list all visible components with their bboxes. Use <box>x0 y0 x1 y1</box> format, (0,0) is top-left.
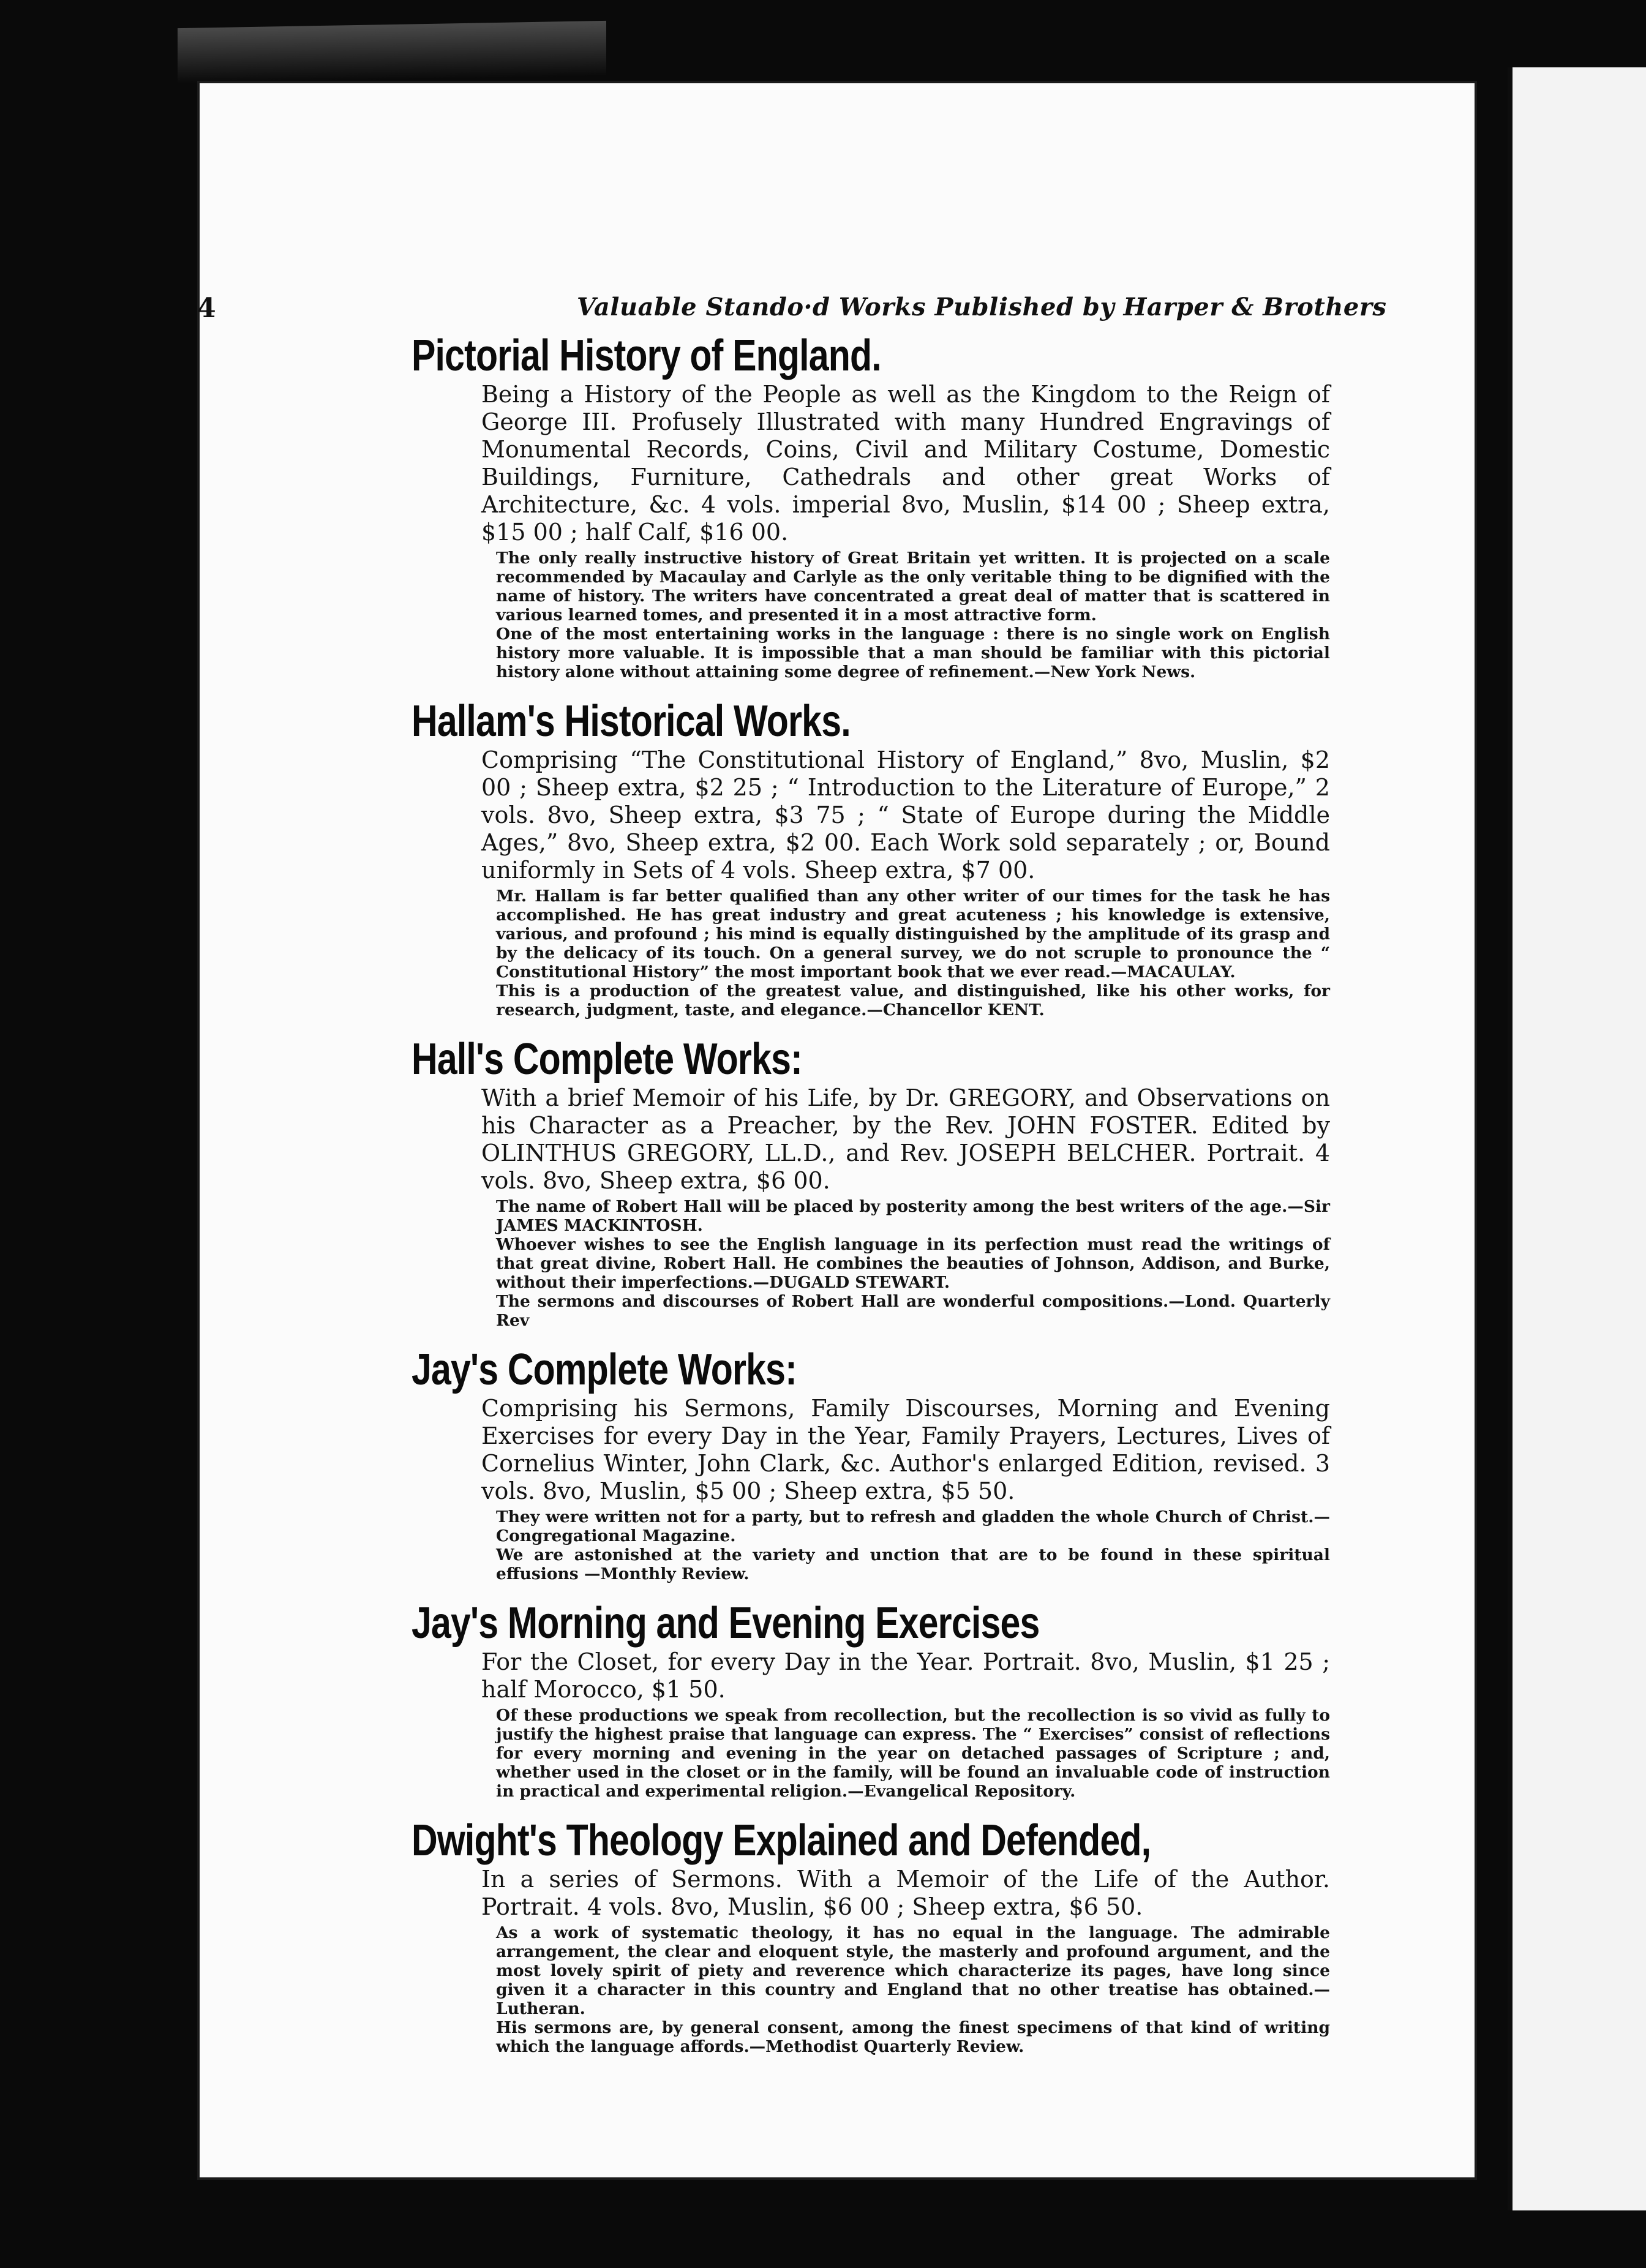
page-number: 4 <box>197 293 216 324</box>
entry-reviews <box>496 549 1330 682</box>
running-head: Valuable Stando·d Works Published by Harper & Brothers <box>577 293 1387 321</box>
entry-title: Jay's Complete Works: <box>412 1345 797 1394</box>
entry-hallam <box>412 696 1330 1019</box>
review-text: Whoever wishes to see the English language in its perfection must read the writings of that great divine, Robert Hall. He combines the beauties of Johnson, Addison, and Burke, without their imperfections.—DUGALD STEWART. <box>496 1235 1330 1292</box>
review-text: We are astonished at the variety and unction that are to be found in these spiritual effusions —Monthly Review. <box>496 1545 1330 1583</box>
review-text: One of the most entertaining works in the language : there is no single work on English history more valuable. It is impossible that a man should be familiar with this pictorial history alone without attaining some degree of refinement.—New York News. <box>496 625 1330 682</box>
review-text: Of these productions we speak from recollection, but the recollection is so vivid as fully to justify the highest praise that language can express. The “ Exercises” consist of reflections for every morning and evening in the year on detached passages of Scripture ; and, whether used in the closet or in the family, will be found an invaluable code of instruction in practical and experimental religion.—Evangelical Repository. <box>496 1706 1330 1801</box>
entry-description: In a series of Sermons. With a Memoir of the Life of the Author. Portrait. 4 vols. 8vo, Muslin, $6 00 ; Sheep extra, $6 50. <box>481 1866 1330 1920</box>
review-text: They were written not for a party, but to refresh and gladden the whole Church of Christ.—Congregational Magazine. <box>496 1508 1330 1545</box>
entry-dwight <box>412 1816 1330 2056</box>
entry-title: Pictorial History of England. <box>412 331 881 380</box>
entry-reviews <box>496 1197 1330 1330</box>
facing-page-sliver <box>1513 67 1646 2210</box>
review-text: This is a production of the greatest value, and distinguished, like his other works, for research, judgment, taste, and elegance.—Chancellor KENT. <box>496 982 1330 1019</box>
entry-description: For the Closet, for every Day in the Year. Portrait. 8vo, Muslin, $1 25 ; half Morocco, $1 50. <box>481 1648 1330 1703</box>
entry-reviews <box>496 1706 1330 1801</box>
entry-title: Jay's Morning and Evening Exercises <box>412 1599 1040 1648</box>
entry-description: Being a History of the People as well as the Kingdom to the Reign of George III. Profusely Illustrated with many Hundred Engravings of Monumental Records, Coins, Civil and Military Costume, Domestic Buildings, Furniture, Cathedrals and other great Works of Architecture, &c. 4 vols. imperial 8vo, Muslin, $14 00 ; Sheep extra, $15 00 ; half Calf, $16 00. <box>481 381 1330 546</box>
review-text: Mr. Hallam is far better qualified than any other writer of our times for the task he has accomplished. He has great industry and great acuteness ; his knowledge is extensive, various, and profound ; his mind is equally distinguished by the amplitude of its grasp and by the delicacy of its touch. On a general survey, we do not scruple to pronounce the “ Constitutional History” the most important book that we ever read.—MACAULAY. <box>496 887 1330 982</box>
entry-jay-complete <box>412 1345 1330 1583</box>
entry-pictorial-history <box>412 331 1330 682</box>
entry-reviews <box>496 1508 1330 1583</box>
review-text: As a work of systematic theology, it has no equal in the language. The admirable arrangement, the clear and eloquent style, the masterly and profound argument, and the most lovely spirit of piety and reverence which characterize its pages, have long since given it a character in this country and England that no other treatise has obtained.—Lutheran. <box>496 1923 1330 2018</box>
entry-description: With a brief Memoir of his Life, by Dr. GREGORY, and Observations on his Character as a Preacher, by the Rev. JOHN FOSTER. Edited by OLINTHUS GREGORY, LL.D., and Rev. JOSEPH BELCHER. Portrait. 4 vols. 8vo, Sheep extra, $6 00. <box>481 1084 1330 1194</box>
entry-description: Comprising his Sermons, Family Discourses, Morning and Evening Exercises for every Day in the Year, Family Prayers, Lectures, Lives of Cornelius Winter, John Clark, &c. Author's enlarged Edition, revised. 3 vols. 8vo, Muslin, $5 00 ; Sheep extra, $5 50. <box>481 1395 1330 1504</box>
entry-title: Hallam's Historical Works. <box>412 697 851 746</box>
entry-title: Hall's Complete Works: <box>412 1035 802 1084</box>
entry-reviews <box>496 1923 1330 2056</box>
entry-hall <box>412 1034 1330 1330</box>
review-text: The only really instructive history of Great Britain yet written. It is projected on a scale recommended by Macaulay and Carlyle as the only veritable thing to be dignified with the name of history. The writers have concentrated a great deal of matter that is scattered in various learned tomes, and presented it in a most attractive form. <box>496 549 1330 625</box>
entry-title: Dwight's Theology Explained and Defended, <box>412 1816 1151 1865</box>
review-text: His sermons are, by general consent, among the finest specimens of that kind of writing which the language affords.—Methodist Quarterly Review. <box>496 2018 1330 2056</box>
review-text: The name of Robert Hall will be placed by posterity among the best writers of the age.—Sir JAMES MACKINTOSH. <box>496 1197 1330 1235</box>
entry-description: Comprising “The Constitutional History of England,” 8vo, Muslin, $2 00 ; Sheep extra, $2 25 ; “ Introduction to the Literature of Europe,” 2 vols. 8vo, Sheep extra, $3 75 ; “ State of Europe during the Middle Ages,” 8vo, Sheep extra, $2 00. Each Work sold separately ; or, Bound uniformly in Sets of 4 vols. Sheep extra, $7 00. <box>481 746 1330 884</box>
scan-edge-highlight <box>178 21 606 83</box>
entry-jay-exercises <box>412 1598 1330 1801</box>
review-text: The sermons and discourses of Robert Hall are wonderful compositions.—Lond. Quarterly Rev <box>496 1292 1330 1330</box>
entry-reviews <box>496 887 1330 1019</box>
entry-list <box>412 331 1330 2071</box>
